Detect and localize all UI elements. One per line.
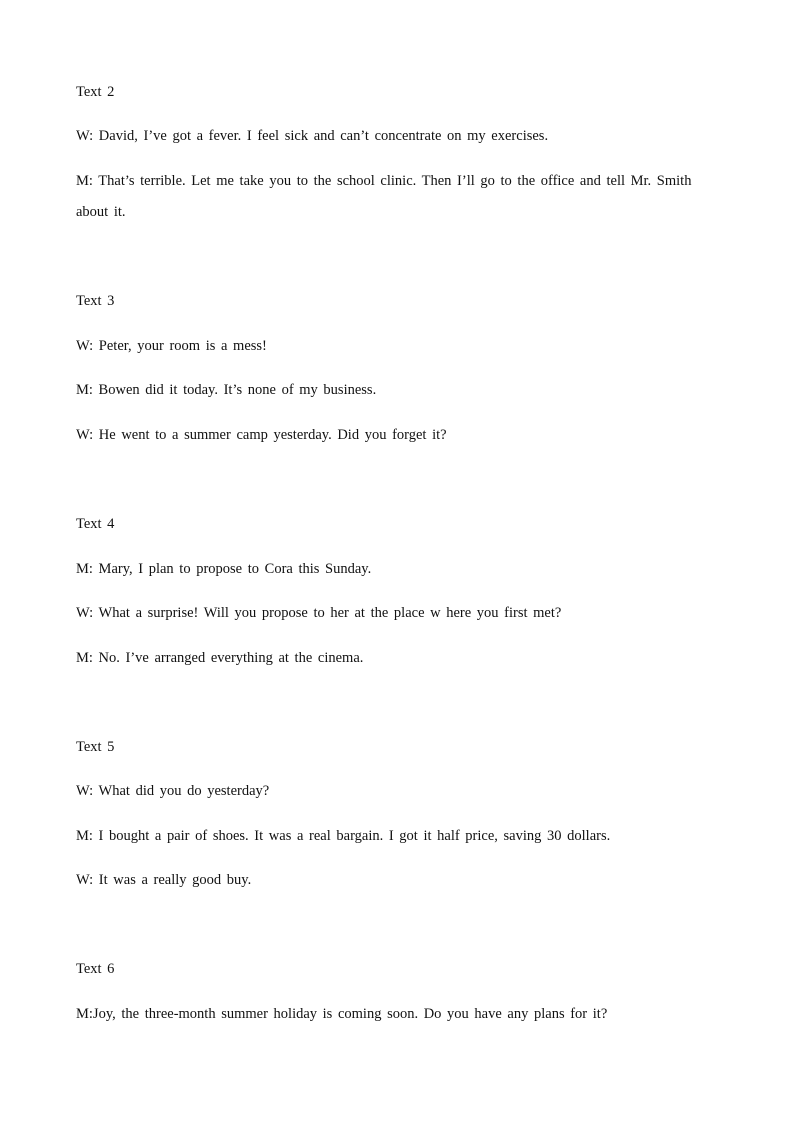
dialogue-line: W: It was a really good buy.	[76, 872, 252, 888]
dialogue-line: M: Mary, I plan to propose to Cora this Sunday.	[76, 561, 372, 577]
dialogue-line: M: No. I’ve arranged everything at the cinema.	[76, 650, 364, 666]
section-heading: Text 2	[76, 84, 115, 100]
dialogue-line: M:Joy, the three-month summer holiday is coming soon. Do you have any plans for it?	[76, 1006, 608, 1022]
dialogue-line: M: That’s terrible. Let me take you to the school clinic. Then I’ll go to the office and tell Mr. Smith	[76, 173, 692, 189]
section-heading: Text 6	[76, 961, 115, 977]
dialogue-line: M: Bowen did it today. It’s none of my business.	[76, 382, 377, 398]
section-heading: Text 3	[76, 293, 115, 309]
section-heading: Text 5	[76, 739, 115, 755]
dialogue-line: about it.	[76, 204, 126, 220]
dialogue-line: W: David, I’ve got a fever. I feel sick and can’t concentrate on my exercises.	[76, 128, 549, 144]
dialogue-line: W: Peter, your room is a mess!	[76, 338, 267, 354]
dialogue-line: W: He went to a summer camp yesterday. Did you forget it?	[76, 427, 447, 443]
dialogue-line: M: I bought a pair of shoes. It was a real bargain. I got it half price, saving 30 dollars.	[76, 828, 611, 844]
section-heading: Text 4	[76, 516, 115, 532]
dialogue-line: W: What a surprise! Will you propose to her at the place w here you first met?	[76, 605, 562, 621]
dialogue-line: W: What did you do yesterday?	[76, 783, 270, 799]
